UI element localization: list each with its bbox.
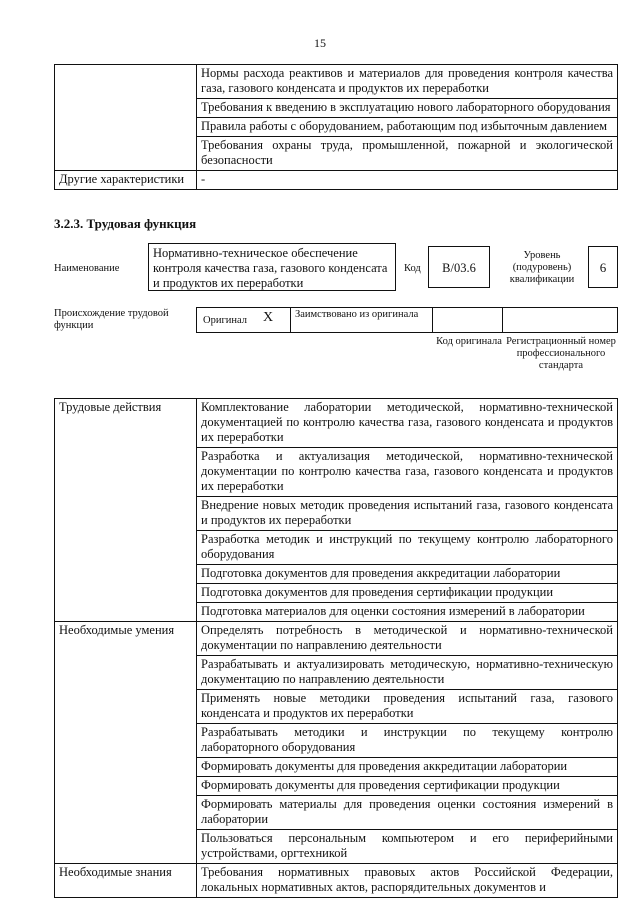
name-label: Наименование — [54, 263, 120, 274]
origin-reg-cell — [503, 308, 617, 332]
required-skills-label: Необходимые умения — [55, 622, 197, 864]
origin-code-caption: Код оригинала — [436, 336, 502, 347]
skill-item: Разрабатывать и актуализировать методическую, нормативно-техническую документацию по направлению деятельности — [197, 656, 618, 690]
skill-item: Определять потребность в методической и нормативно-технической документации по направлению деятельности — [197, 622, 618, 656]
origin-original-cell — [197, 308, 291, 332]
skill-item: Разрабатывать методики и инструкции по текущему контролю лабораторного оборудования — [197, 724, 618, 758]
origin-label: Происхождение трудовой функции — [54, 308, 169, 331]
labor-action-item: Подготовка материалов для оценки состояния измерений в лаборатории — [197, 603, 618, 622]
labor-action-item: Разработка методик и инструкций по текущему контролю лабораторного оборудования — [197, 531, 618, 565]
labor-action-item: Внедрение новых методик проведения испытаний газа, газового конденсата и продуктов их переработки — [197, 497, 618, 531]
labor-action-item: Подготовка документов для проведения аккредитации лаборатории — [197, 565, 618, 584]
top-table — [54, 64, 618, 190]
labor-action-item: Подготовка документов для проведения сертификации продукции — [197, 584, 618, 603]
knowledge-item: Нормы расхода реактивов и материалов для проведения контроля качества газа, газового конденсата и продуктов их переработки — [197, 65, 618, 99]
main-table — [54, 398, 618, 898]
labor-action-item: Разработка и актуализация методической, нормативно-технической документации по контролю качества газа, газового конденсата и продуктов их переработки — [197, 448, 618, 497]
origin-borrowed-label: Заимствовано из оригинала — [295, 309, 419, 320]
labor-actions-label: Трудовые действия — [55, 399, 197, 622]
function-name-box: Нормативно-техническое обеспечение контроля качества газа, газового конденсата и продуктов их переработки — [148, 243, 396, 291]
skill-item: Формировать документы для проведения аккредитации лаборатории — [197, 758, 618, 777]
origin-code-cell — [433, 308, 503, 332]
code-label: Код — [404, 263, 421, 274]
qualification-level-box: 6 — [588, 246, 618, 288]
qualification-level-label: Уровень (подуровень) квалификации — [509, 250, 575, 285]
required-knowledge-item: Требования нормативных правовых актов Российской Федерации, локальных нормативных актов, распорядительных документов и — [197, 864, 618, 898]
origin-reg-caption: Регистрационный номер профессионального стандарта — [506, 336, 616, 371]
origin-original-label: Оригинал — [203, 315, 247, 326]
skill-item: Формировать материалы для проведения оценки состояния измерений в лаборатории — [197, 796, 618, 830]
origin-mark: X — [263, 310, 274, 325]
knowledge-item: Требования к введению в эксплуатацию нового лабораторного оборудования — [197, 99, 618, 118]
section-heading: 3.2.3. Трудовая функция — [54, 216, 197, 231]
required-knowledge-label: Необходимые знания — [55, 864, 197, 898]
skill-item: Применять новые методики проведения испытаний газа, газового конденсата и продуктов их переработки — [197, 690, 618, 724]
other-characteristics-label: Другие характеристики — [55, 171, 197, 190]
other-characteristics-value: - — [197, 171, 618, 190]
origin-borrowed-cell — [291, 308, 433, 332]
knowledge-item: Требования охраны труда, промышленной, пожарной и экологической безопасности — [197, 137, 618, 171]
labor-action-item: Комплектование лаборатории методической, нормативно-технической документацией по контролю качества газа, газового конденсата и продуктов их переработки — [197, 399, 618, 448]
knowledge-label-cell — [55, 65, 197, 171]
knowledge-item: Правила работы с оборудованием, работающим под избыточным давлением — [197, 118, 618, 137]
function-code-box: B/03.6 — [428, 246, 490, 288]
origin-row — [196, 307, 618, 333]
skill-item: Пользоваться персональным компьютером и его периферийными устройствами, оргтехникой — [197, 830, 618, 864]
page-number: 15 — [314, 36, 326, 50]
skill-item: Формировать документы для проведения сертификации продукции — [197, 777, 618, 796]
